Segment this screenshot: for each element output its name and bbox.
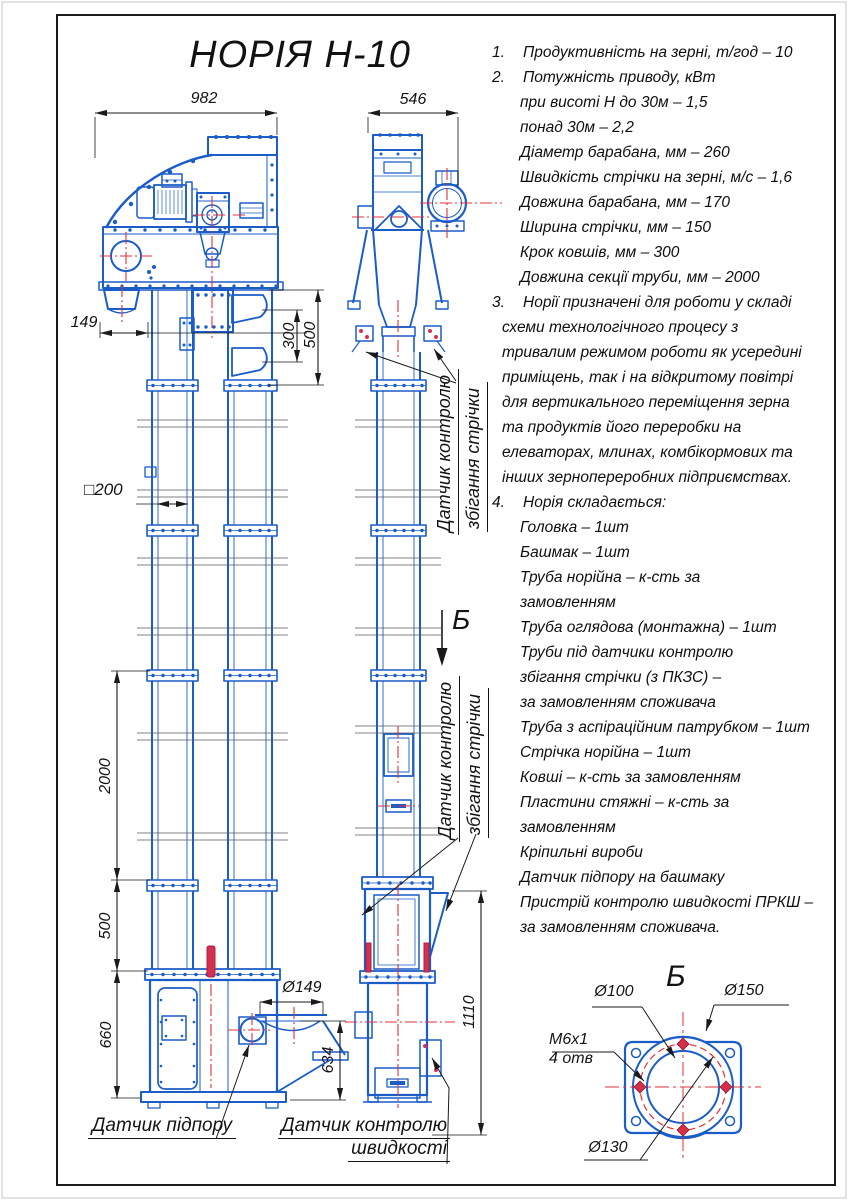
spec-line: Довжина барабана, мм – 170 bbox=[520, 194, 731, 211]
spec-line: схеми технологічного процесу з bbox=[502, 319, 739, 336]
spec-line: Ширина стрічки, мм – 150 bbox=[520, 219, 712, 236]
spec-line: та продуктів його переробки на bbox=[502, 419, 742, 436]
dim-634: 634 bbox=[320, 1046, 337, 1074]
spec-line: Труба оглядова (монтажна) – 1шт bbox=[520, 619, 777, 636]
speed-sensor-label-line1: Датчик контролю bbox=[278, 1116, 450, 1139]
spec-line: Довжина секції труби, мм – 2000 bbox=[520, 269, 760, 286]
detail-b-title: Б bbox=[666, 960, 686, 993]
spec-line: замовленням bbox=[520, 594, 616, 611]
detail-b-dia-130: Ø130 bbox=[588, 1139, 628, 1156]
spec-line: за замовленням споживача bbox=[520, 694, 716, 711]
dim-square-200: □200 bbox=[84, 480, 123, 499]
detail-b-dia-100: Ø100 bbox=[594, 983, 634, 1000]
spec-line: збігання стрічки (з ПКЗС) – bbox=[520, 669, 722, 686]
dim-546: 546 bbox=[399, 91, 427, 108]
thread-spec: М6х1 bbox=[549, 1031, 589, 1048]
thread-holes: 4 отв bbox=[549, 1050, 593, 1067]
detail-b-thread-label bbox=[549, 1030, 593, 1068]
dim-982: 982 bbox=[190, 90, 218, 107]
spec-line: Пластини стяжні – к-сть за bbox=[520, 794, 730, 811]
spec-line: 3. Норії призначені для роботи у складі bbox=[492, 294, 792, 311]
speed-sensor-label-line2: швидкості bbox=[348, 1139, 450, 1162]
dim-500-upper: 500 bbox=[302, 321, 319, 349]
red-markers bbox=[207, 329, 438, 1072]
spec-line: елеваторах, млинах, комбікормових та bbox=[502, 444, 793, 461]
speed-sensor-label bbox=[272, 1116, 450, 1162]
spec-line: Швидкість стрічки на зерні, м/с – 1,6 bbox=[520, 169, 793, 186]
spec-line: 4. Норія складається: bbox=[492, 494, 667, 511]
dim-300: 300 bbox=[281, 322, 298, 350]
spec-line: Ковші – к-сть за замовленням bbox=[520, 769, 741, 786]
dim-660: 660 bbox=[98, 1021, 115, 1049]
spec-line: приміщень, так і на відкритому повітрі bbox=[502, 369, 794, 386]
section-b-marker: Б bbox=[452, 604, 471, 635]
dim-149: 149 bbox=[70, 314, 98, 331]
spec-line: Кріпильні вироби bbox=[520, 844, 643, 861]
spec-line: Пристрій контролю швидкості ПРКШ – bbox=[520, 894, 814, 911]
belt-sensor-label-upper-line1: Датчик контролю bbox=[433, 369, 459, 535]
spec-line: Труба з аспіраційним патрубком – 1шт bbox=[520, 719, 810, 736]
spec-line: Стрічка норійна – 1шт bbox=[520, 744, 691, 761]
dim-2000: 2000 bbox=[97, 758, 114, 794]
spec-line: замовленням bbox=[520, 819, 616, 836]
spec-list bbox=[492, 40, 836, 940]
spec-line: Труба норійна – к-сть за bbox=[520, 569, 701, 586]
belt-sensor-label-upper-line2: збігання стрічки bbox=[462, 382, 488, 532]
spec-line: Датчик підпору на башмаку bbox=[520, 869, 725, 886]
front-view bbox=[99, 135, 348, 1108]
spec-line: Башмак – 1шт bbox=[520, 544, 630, 561]
drawing-title: НОРІЯ Н-10 bbox=[189, 34, 411, 76]
support-sensor-label: Датчик підпору bbox=[88, 1116, 236, 1139]
break-lines bbox=[137, 420, 441, 840]
spec-line: 1. Продуктивність на зерні, т/год – 10 bbox=[492, 44, 793, 61]
dim-500-boot: 500 bbox=[97, 912, 114, 940]
spec-line: Труби під датчики контролю bbox=[520, 644, 734, 661]
dim-1110: 1110 bbox=[461, 995, 478, 1029]
spec-line: за замовленням споживача. bbox=[520, 919, 721, 936]
belt-sensor-label-lower-line2: збігання стрічки bbox=[463, 688, 489, 838]
spec-line: Крок ковшів, мм – 300 bbox=[520, 244, 680, 261]
spec-line: понад 30м – 2,2 bbox=[520, 119, 634, 136]
spec-line: для вертикального переміщення зерна bbox=[502, 394, 790, 411]
spec-line: при висоті Н до 30м – 1,5 bbox=[520, 94, 708, 111]
spec-line: інших зернопереробних підприємствах. bbox=[502, 469, 793, 486]
dim-dia-149: Ø149 bbox=[282, 979, 322, 996]
spec-line: 2. Потужність приводу, кВт bbox=[492, 69, 716, 86]
spec-line: Головка – 1шт bbox=[520, 519, 629, 536]
spec-line: Діаметр барабана, мм – 260 bbox=[520, 144, 730, 161]
detail-b-dia-150: Ø150 bbox=[724, 982, 764, 999]
belt-sensor-label-lower-line1: Датчик контролю bbox=[434, 676, 460, 842]
spec-line: тривалим режимом роботи як усередині bbox=[502, 344, 802, 361]
